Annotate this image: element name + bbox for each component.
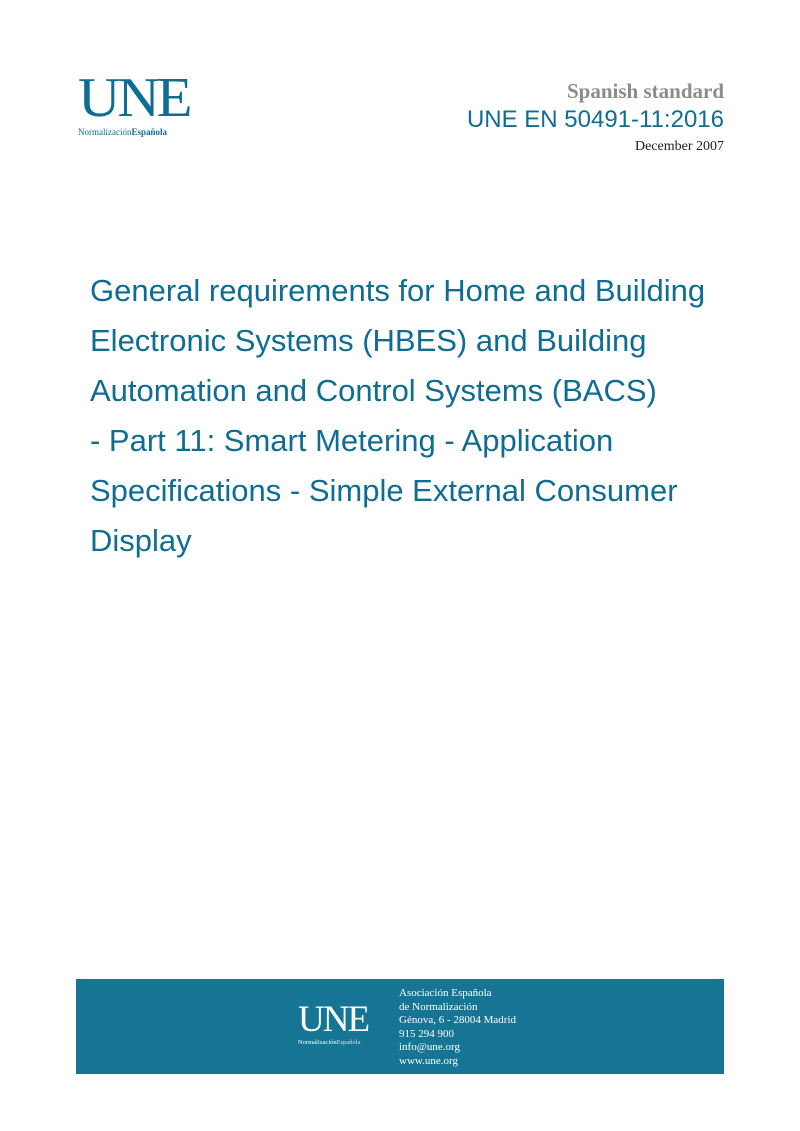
- footer-contact-info: [399, 987, 516, 1069]
- standard-date: December 2007: [634, 139, 724, 154]
- title-line: Automation and Control Systems (BACS): [90, 373, 657, 408]
- footer-band: [76, 979, 724, 1074]
- title-line: General requirements for Home and Building: [90, 273, 706, 308]
- standard-kind: Spanish standard: [567, 79, 724, 103]
- tagline-normal: Normalización: [78, 127, 132, 137]
- standard-info: [467, 78, 724, 157]
- tagline-bold: Española: [131, 127, 168, 137]
- title-line: - Part 11: Smart Metering - Application: [90, 423, 614, 458]
- standard-code: UNE EN 50491-11:2016: [466, 106, 724, 133]
- footer-logo-letters: UNE: [298, 999, 369, 1040]
- footer-logo-tagline: [298, 1039, 388, 1047]
- title-line: Electronic Systems (HBES) and Building: [90, 323, 647, 358]
- footer-tagline-dim: Española: [336, 1039, 361, 1046]
- footer-une-logo: [298, 1001, 388, 1047]
- organization-email[interactable]: info@une.org: [399, 1041, 460, 1054]
- title-line: Display: [90, 523, 192, 558]
- une-logo: [78, 67, 218, 146]
- organization-address: Génova, 6 - 28004 Madrid: [399, 1014, 517, 1027]
- organization-website[interactable]: www.une.org: [399, 1054, 458, 1067]
- title-line: Specifications - Simple External Consumer: [90, 473, 678, 508]
- footer-tagline-normal: Normalización: [298, 1039, 337, 1046]
- document-title: [90, 266, 750, 566]
- organization-name-line1: Asociación Española: [399, 987, 492, 999]
- une-logo-letters: UNE: [78, 67, 190, 129]
- organization-name-line2: de Normalización: [399, 1000, 478, 1013]
- organization-phone: 915 294 900: [399, 1027, 454, 1040]
